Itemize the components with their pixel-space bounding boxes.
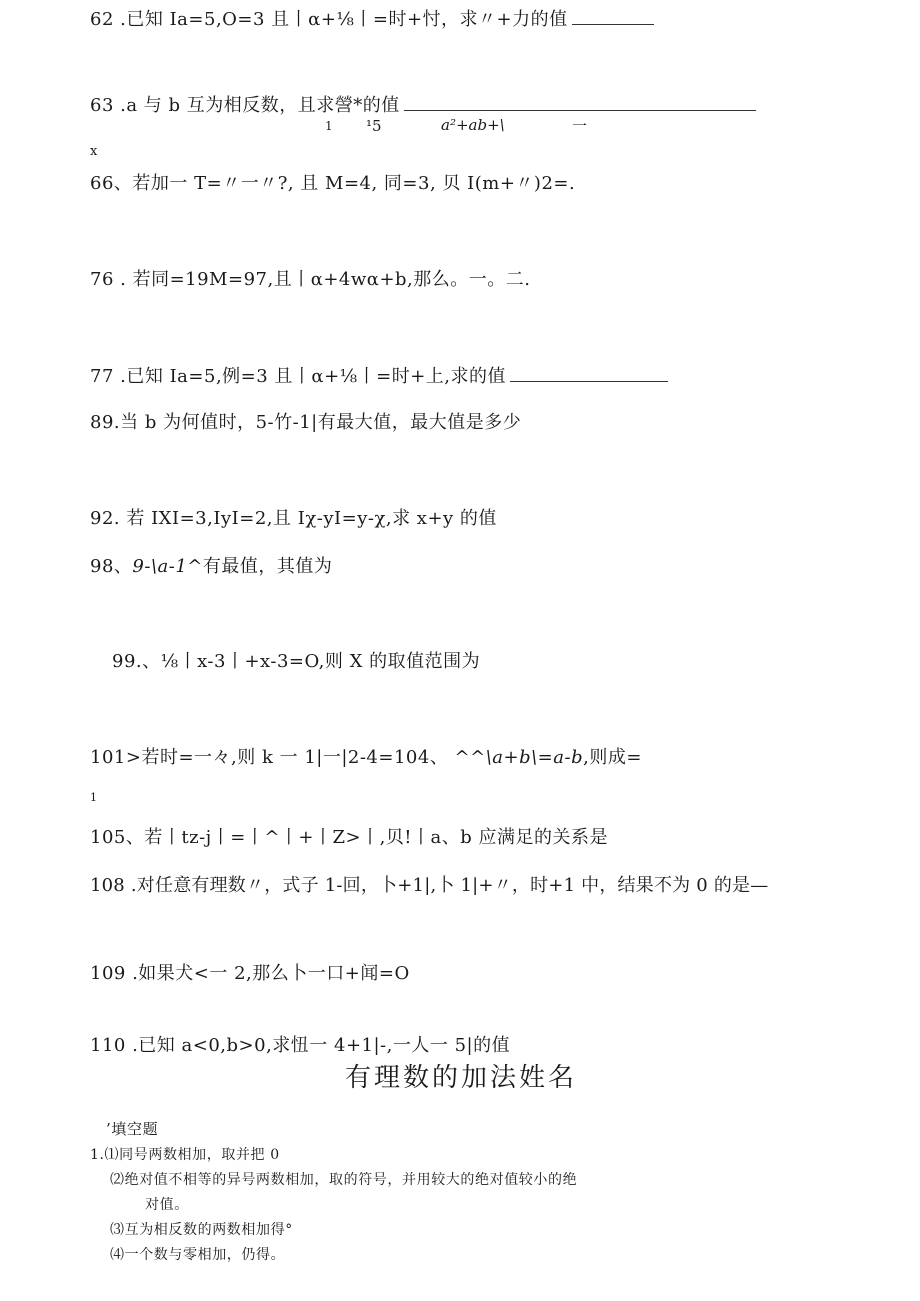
problem-63-formula: a²+ab+\ (441, 116, 505, 134)
problem-89: 89.当 b 为何值时，5-竹-1|有最大值，最大值是多少 (90, 412, 522, 433)
section-title: 有理数的加法姓名 (345, 1063, 578, 1093)
fill-item-3: ⑶互为相反数的两数相加得° (110, 1222, 293, 1238)
problem-101 (90, 747, 642, 769)
problem-99: 99.、⅛丨x-3丨+x-3=O,则 X 的取值范围为 (112, 651, 481, 672)
problem-77 (90, 365, 668, 388)
problem-105: 105、若丨tz-j丨=丨^丨+丨Z>丨,贝!丨a、b 应满足的关系是 (90, 827, 608, 848)
fill-item-2: ⑵绝对值不相等的异号两数相加，取的符号，并用较大的绝对值较小的绝 (110, 1172, 578, 1188)
problem-63-dash: 一 (572, 117, 588, 135)
fill-item-4: ⑷一个数与零相加，仍得。 (110, 1247, 286, 1263)
problem-98-suffix: 有最值，其值为 (202, 556, 333, 577)
problem-109: 109 .如果犬<一 2,那么卜一口+闻=O (90, 963, 410, 984)
fill-item-2-continued: 对值。 (145, 1197, 189, 1213)
problem-101-suffix: ,则成= (583, 747, 642, 768)
problem-98-expression: 9-\a-1^ (132, 556, 203, 577)
problem-63-text: 63 .a 与 b 互为相反数，且求謍*的值 (90, 95, 400, 116)
problem-110: 110 .已知 a<0,b>0,求忸一 4+1|-,一人一 5|的值 (90, 1035, 511, 1056)
one-mark: 1 (90, 791, 97, 804)
problem-63-note2: ¹5 (366, 117, 382, 135)
x-mark: x (90, 144, 98, 159)
problem-62 (90, 8, 654, 31)
problem-66: 66、若加一 T=〃一〃?, 且 M=4, 同=3, 贝 I(m+〃)2=. (90, 173, 576, 194)
answer-blank (510, 365, 668, 382)
answer-blank (404, 94, 756, 111)
problem-108: 108 .对任意有理数〃，式子 1-回，卜+1|,卜 1|+〃，时+1 中，结果不为 0 的是— (90, 875, 769, 896)
fill-item-1: 1.⑴同号两数相加，取并把 0 (90, 1147, 280, 1163)
problem-98-prefix: 98、 (90, 556, 133, 577)
problem-63-note1: 1 (325, 119, 333, 133)
problem-76: 76 . 若同=19M=97,且丨α+4wα+b,那么。一。二. (90, 269, 531, 290)
problem-101-expression: \a+b\=a-b (485, 747, 584, 768)
section-heading: ’填空题 (106, 1120, 159, 1138)
problem-92: 92. 若 IXI=3,IyI=2,且 Iχ-yI=y-χ,求 x+y 的值 (90, 508, 497, 529)
problem-63 (90, 94, 756, 117)
problem-62-text: 62 .已知 Ia=5,O=3 且丨α+⅛丨=时+忖，求〃+力的值 (90, 9, 568, 30)
problem-98 (90, 556, 332, 578)
answer-blank (572, 8, 654, 25)
problem-77-text: 77 .已知 Ia=5,例=3 且丨α+⅛丨=时+上,求的值 (90, 366, 506, 387)
problem-101-text: 101>若时=一々,则 k 一 1|一|2-4=104、 ^^ (90, 747, 486, 768)
